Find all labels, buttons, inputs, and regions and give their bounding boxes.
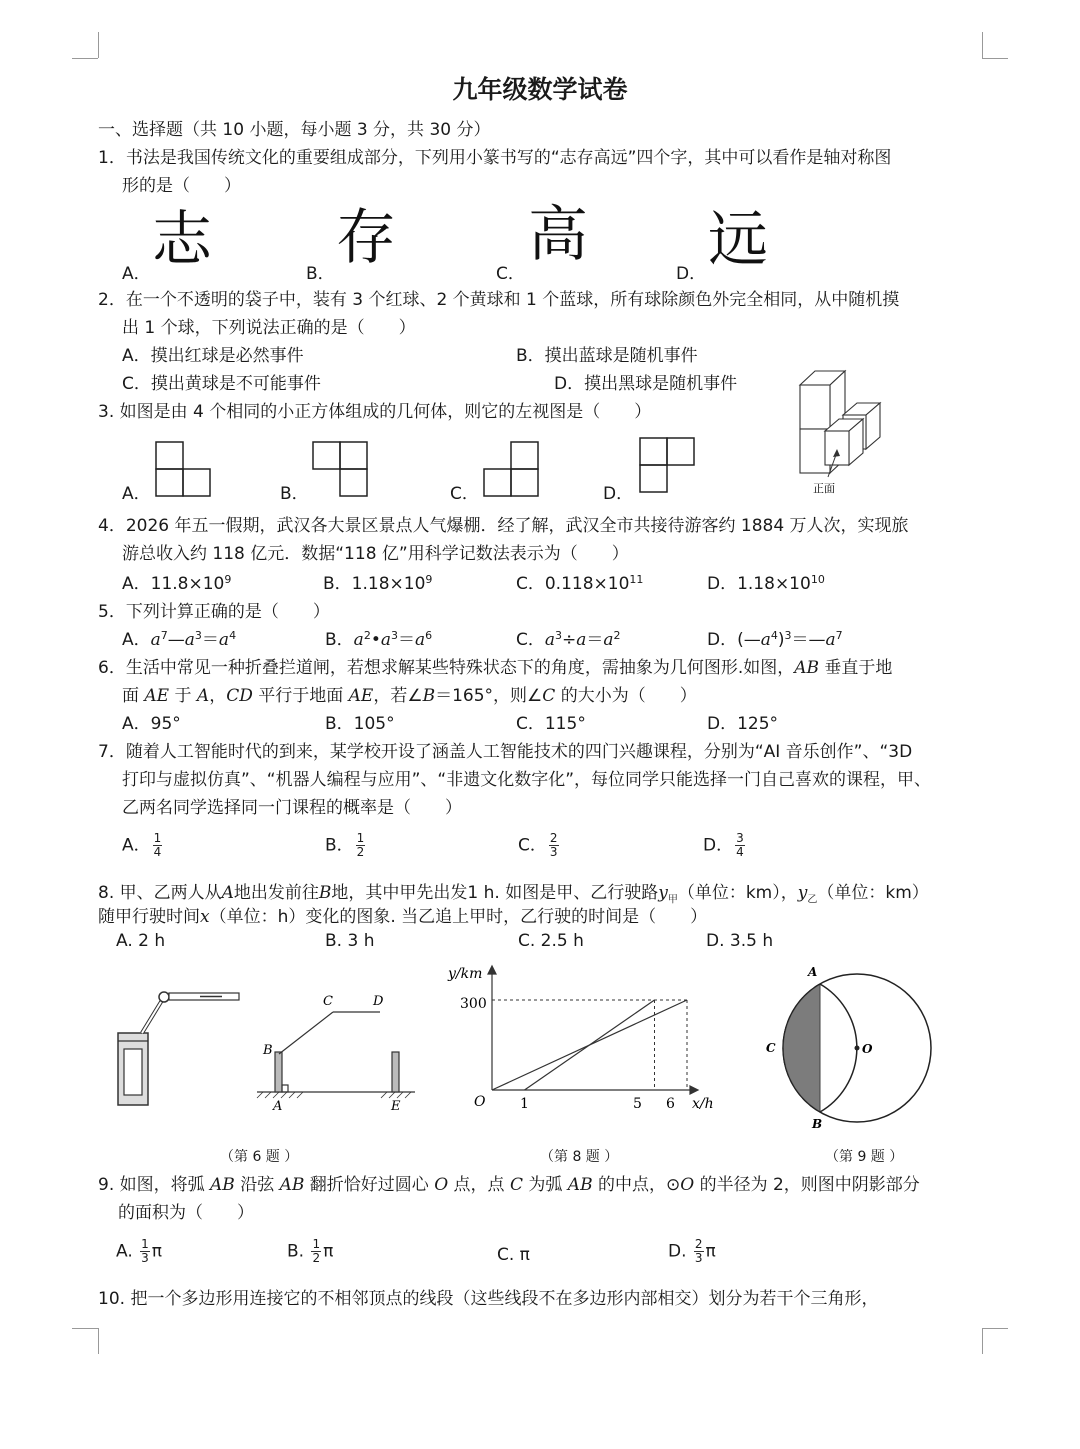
fig8-line-graph: [440, 960, 730, 1120]
crop-mark-bottom-left-h: [72, 1328, 98, 1329]
q7-option-b[interactable]: B． $\frac{1}{2}$: [325, 831, 365, 859]
q6-option-c[interactable]: C．115°: [516, 714, 586, 734]
svg-text:A: A: [273, 1099, 283, 1114]
q4-option-c-base: C．0.118×10: [516, 574, 630, 594]
q8-line1: 8. 甲、乙两人从A地出发前往B地，其中甲先出发1 h. 如图是甲、乙行驶路$y_甲$（单位：km），$y_乙$（单位：km）: [98, 883, 929, 906]
fig8-origin-label: O: [474, 1094, 486, 1110]
q2-line2: 出 1 个球，下列说法正确的是（ ）: [122, 318, 416, 338]
q5-option-d-label: D．: [707, 630, 738, 650]
q4-option-d-exp: 10: [810, 573, 825, 586]
q4-option-c-exp: 11: [629, 573, 644, 586]
crop-mark-top-left-h: [72, 58, 98, 59]
q9-option-a[interactable]: A. $\frac{1}{3}$ π: [116, 1237, 163, 1265]
q1-line2: 形的是（ ）: [122, 176, 241, 196]
q2-option-d[interactable]: D．摸出黑球是随机事件: [554, 374, 738, 394]
q9-option-c[interactable]: C. π: [497, 1245, 530, 1265]
fig9-point-o: O: [862, 1042, 873, 1056]
q1-option-c-label[interactable]: C．: [496, 264, 525, 284]
q6-option-b[interactable]: B．105°: [325, 714, 395, 734]
q2-option-c[interactable]: C．摸出黄球是不可能事件: [122, 374, 321, 394]
q8-option-b[interactable]: B. 3 h: [325, 931, 375, 951]
q4-option-d-base: D．1.18×10: [707, 574, 811, 594]
svg-text:B: B: [263, 1043, 273, 1058]
q3-cube-solid-figure: [795, 365, 890, 500]
q5-option-b[interactable]: B．$a^2•a^3=a^6$: [325, 629, 433, 650]
crop-mark-bottom-right: [982, 1328, 983, 1354]
section-heading: 一、选择题（共 10 小题，每小题 3 分，共 30 分）: [98, 120, 491, 140]
q7-line2: 打印与虚拟仿真”、“机器人编程与应用”、“非遗文化数字化”，每位同学只能选择一门自己喜欢的课程，甲、: [122, 770, 932, 790]
q3-option-d-view: [638, 436, 698, 496]
fig9-point-b: B: [812, 1117, 823, 1131]
fig8-x-tick-1: 1: [520, 1096, 529, 1112]
q5-option-d[interactable]: D．$(—a^4)^3=—a^7$: [707, 629, 843, 650]
fig8-x-tick-5: 5: [633, 1096, 642, 1112]
fig8-caption: （第 8 题 ）: [540, 1149, 619, 1165]
q4-option-c[interactable]: [516, 573, 643, 595]
q1-line1: 1．书法是我国传统文化的重要组成部分，下列用小篆书写的“志存高远”四个字，其中可以看作是轴对称图: [98, 148, 892, 168]
fig8-x-axis-label: x/h: [692, 1096, 714, 1112]
crop-mark-bottom-right-h: [982, 1328, 1008, 1329]
q7-option-a[interactable]: A． $\frac{1}{4}$: [122, 831, 162, 859]
fig6-geometry-diagram: [255, 990, 425, 1115]
svg-text:E: E: [391, 1099, 401, 1114]
q4-option-a-base: A．11.8×10: [122, 574, 225, 594]
q1-option-d-label[interactable]: D．: [676, 264, 707, 284]
fig6-barrier-gate-illustration: [112, 985, 247, 1110]
q6-line1: 6．生活中常见一种折叠拦道闸，若想求解某些特殊状态下的角度，需抽象为几何图形.如图，AB 垂直于地: [98, 658, 893, 678]
q4-line1: 4．2026 年五一假期，武汉各大景区景点人气爆棚．经了解，武汉全市共接待游客约 1884 万人次，实现旅: [98, 516, 909, 536]
fig8-y-axis-label: y/km: [448, 966, 483, 982]
q6-option-d[interactable]: D．125°: [707, 714, 779, 734]
q4-line2: 游总收入约 118 亿元．数据“118 亿”用科学记数法表示为（ ）: [122, 544, 629, 564]
q5-line1: 5．下列计算正确的是（ ）: [98, 602, 330, 622]
q9-option-d[interactable]: D. $\frac{2}{3}$ π: [668, 1237, 716, 1265]
q3-front-label: 正面: [813, 482, 835, 495]
fig9-circle-diagram: [760, 962, 940, 1132]
fig9-point-a: A: [808, 965, 818, 979]
q4-option-a[interactable]: [122, 573, 231, 595]
q8-option-a[interactable]: A. 2 h: [116, 931, 166, 951]
q8-line2: 随甲行驶时间x（单位：h）变化的图象. 当乙追上甲时，乙行驶的时间是（ ）: [98, 907, 708, 927]
seal-char-cun: 存: [336, 203, 396, 273]
q5-option-a[interactable]: A．$a^7—a^3=a^4$: [122, 629, 237, 650]
fig8-y-tick-300: 300: [460, 996, 487, 1012]
q3-option-a-label[interactable]: A．: [122, 484, 151, 504]
q9-line2: 的面积为（ ）: [118, 1203, 254, 1223]
q3-option-a-view: [154, 440, 214, 498]
svg-text:D: D: [373, 994, 384, 1009]
q8-option-d[interactable]: D. 3.5 h: [706, 931, 774, 951]
q4-option-b-exp: 9: [425, 573, 433, 586]
q3-option-b-view: [311, 440, 371, 498]
fig8-line-yi: [525, 1000, 655, 1090]
crop-mark-top-right: [982, 32, 983, 58]
q5-option-a-label: A．: [122, 630, 151, 650]
q2-option-a[interactable]: A．摸出红球是必然事件: [122, 346, 304, 366]
q9-line1: 9. 如图，将弧 AB 沿弦 AB 翻折恰好过圆心 O 点，点 C 为弧 AB 的中点，⊙O 的半径为 2，则图中阴影部分: [98, 1175, 920, 1195]
q4-option-b[interactable]: [323, 573, 432, 595]
q3-line1: 3. 如图是由 4 个相同的小正方体组成的几何体，则它的左视图是（ ）: [98, 402, 652, 422]
q5-option-c[interactable]: C．$a^3\div a=a^2$: [516, 629, 621, 650]
q1-option-a-label[interactable]: A．: [122, 264, 151, 284]
seal-char-yuan: 远: [708, 205, 768, 275]
q7-line3: 乙两名同学选择同一门课程的概率是（ ）: [122, 798, 462, 818]
q4-option-d[interactable]: [707, 573, 825, 595]
fig9-point-c: C: [766, 1041, 776, 1055]
q8-option-c[interactable]: C. 2.5 h: [518, 931, 584, 951]
q3-option-c-view: [482, 440, 542, 498]
q10-line1: 10. 把一个多边形用连接它的不相邻顶点的线段（这些线段不在多边形内部相交）划分为若干个三角形，: [98, 1289, 879, 1309]
fig9-caption: （第 9 题 ）: [825, 1149, 904, 1165]
q2-line1: 2．在一个不透明的袋子中，装有 3 个红球、2 个黄球和 1 个蓝球，所有球除颜色外完全相同，从中随机摸: [98, 290, 900, 310]
seal-char-zhi: 志: [152, 205, 212, 275]
crop-mark-bottom-left: [98, 1328, 99, 1354]
q3-option-d-label[interactable]: D．: [603, 484, 634, 504]
q6-option-a[interactable]: A．95°: [122, 714, 181, 734]
q9-option-b[interactable]: B. $\frac{1}{2}$ π: [287, 1237, 334, 1265]
q6-line2: 面 AE 于 A，CD 平行于地面 AE，若∠B＝165°，则∠C 的大小为（ ）: [122, 686, 697, 706]
page-title: 九年级数学试卷: [452, 75, 628, 104]
fig8-x-tick-6: 6: [666, 1096, 675, 1112]
q5-option-b-label: B．: [325, 630, 354, 650]
q7-option-c[interactable]: C． $\frac{2}{3}$: [518, 831, 558, 859]
q3-option-c-label[interactable]: C．: [450, 484, 479, 504]
q3-option-b-label[interactable]: B．: [280, 484, 309, 504]
crop-mark-top-left: [98, 32, 99, 58]
crop-mark-top-right-h: [982, 58, 1008, 59]
fig6-caption: （第 6 题 ）: [220, 1149, 299, 1165]
q4-option-a-exp: 9: [224, 573, 232, 586]
q7-line1: 7．随着人工智能时代的到来，某学校开设了涵盖人工智能技术的四门兴趣课程，分别为“AI 音乐创作”、“3D: [98, 742, 913, 762]
seal-char-gao: 高: [528, 200, 588, 270]
q4-option-b-base: B．1.18×10: [323, 574, 426, 594]
q5-option-c-label: C．: [516, 630, 545, 650]
q2-option-b[interactable]: B．摸出蓝球是随机事件: [516, 346, 698, 366]
q1-option-b-label[interactable]: B．: [306, 264, 335, 284]
q7-option-d[interactable]: D． $\frac{3}{4}$: [703, 831, 744, 859]
svg-text:C: C: [323, 994, 333, 1009]
